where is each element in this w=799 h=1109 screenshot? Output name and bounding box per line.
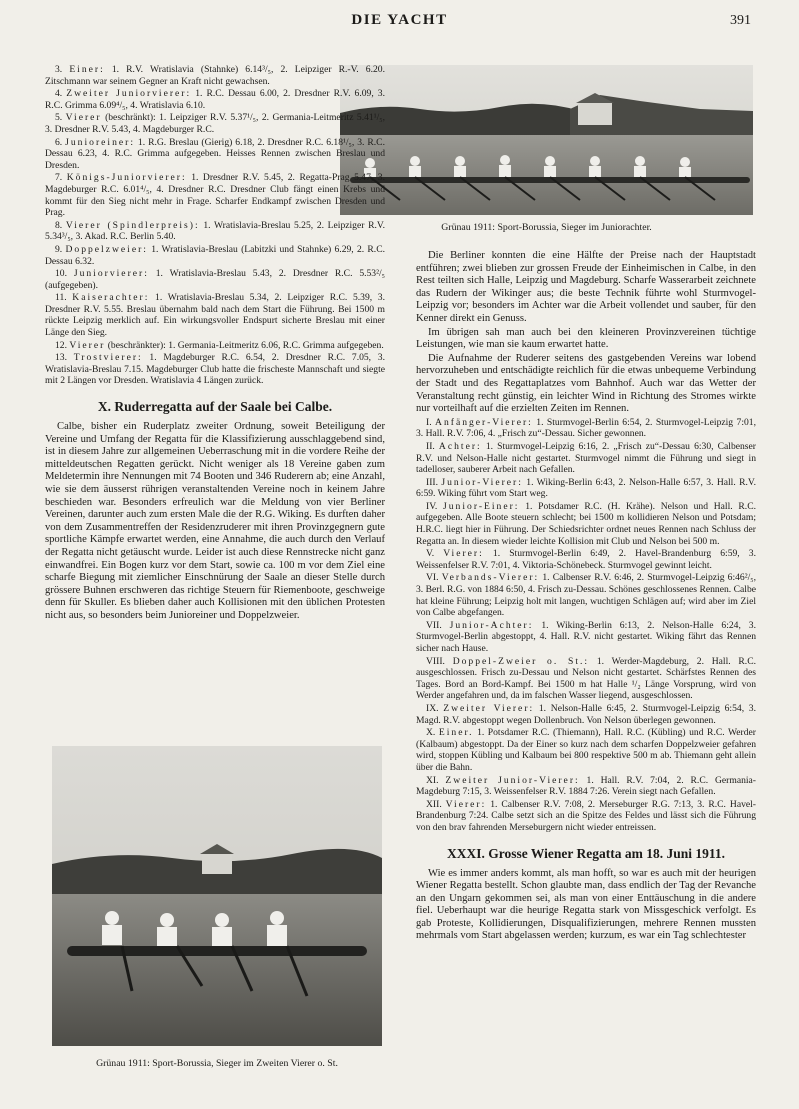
section-title-wiener-regatta: XXXI. Grosse Wiener Regatta am 18. Juni 1911. <box>446 845 725 861</box>
photo-juniorachter <box>340 65 753 215</box>
result-item: 12. Vierer (beschränkter): 1. Germania-Leitmeritz 6.06, R.C. Grimma aufgegeben. <box>55 339 384 351</box>
article-paragraph: Die Berliner konnten die eine Hälfte der Preise nach der Hauptstadt entführen; zwei blieben zur grossen Freude der Einheimischen in Calbe, in den Rest teilten sich Halle, Leipzig und Magdeburg. Scharfe Wasserarbeit zeichnete das Rudern der Wikinger aus; die beste Technik führte wohl Sturmvogel-Leipzig vor; besonders im Achter war die Arbeit vollendet und sauber, für den Kenner direkt ein Genuss. <box>416 250 756 324</box>
left-column <box>45 64 385 624</box>
page-number: 391 <box>730 13 751 28</box>
result-item: XI. Zweiter Junior-Vierer: 1. Hall. R.V. 7:04, 2. R.C. Germania-Magdeburg 7:15, 3. Weissenfelser R.V. 1884 7:26. Verein siegt nach Gefallen. <box>416 774 756 798</box>
right-column <box>416 250 756 944</box>
result-item: 6. Junioreiner: 1. R.G. Breslau (Gierig) 6.18, 2. Dresdner R.C. 6.18¹/₅, 3. R.C. Dessau 6.23, 4. R.C. Grimma aufgegeben. Heisses Rennen zwischen Breslau und Dresden. <box>45 136 385 171</box>
page-header-title: DIE YACHT <box>351 12 448 28</box>
article-paragraph: Im übrigen sah man auch bei den kleineren Provinzvereinen tüchtige Leistungen, wie man sie kaum erwartet hatte. <box>416 326 756 351</box>
result-item: I. Anfänger-Vierer: 1. Sturmvogel-Berlin 6:54, 2. Sturmvogel-Leipzig 7:01, 3. Hall. R.V. 7:06, 4. „Frisch zu“-Dessau. Sicher gewonnen. <box>416 416 756 440</box>
result-item: III. Junior-Vierer: 1. Wiking-Berlin 6:43, 2. Nelson-Halle 6:57, 3. Hall. R.V. 6:59. Wiking führt vom Start weg. <box>416 476 756 500</box>
photo-zweiter-vierer <box>52 746 382 1046</box>
section-body-wiener-regatta <box>416 868 756 944</box>
result-item: XII. Vierer: 1. Calbenser R.V. 7:08, 2. Merseburger R.G. 7:13, 3. R.C. Havel-Brandenburg 7:24. Calbe setzt sich an die Spitze des Feldes und lässt sich die Führung von den brav fahrenden Merseburgern nicht wieder entreissen. <box>416 798 756 833</box>
results-list-right <box>416 417 756 834</box>
result-item: 5. Vierer (beschränkt): 1. Leipziger R.V. 5.37¹/₅, 2. Germania-Leitmeritz 5.41¹/₅, 3. Dresdner R.V. 5.43, 4. Magdeburger R.C. <box>45 112 386 135</box>
result-item: X. Einer. 1. Potsdamer R.C. (Thiemann), Hall. R.C. (Kübling) und R.C. Werder (Kalbaum) abgestoppt. Da der Einer so kurz nach dem scharfen Doppelzweier gefahren wird, stoppen Kübling und Kalbaum bei 800 respektive 500 m ab. Thiemann geht allein über die Bahn. <box>416 727 757 773</box>
result-item: VI. Verbands-Vierer: 1. Calbenser R.V. 6:46, 2. Sturmvogel-Leipzig 6:46²/₅, 3. Berl. R.G. von 1884 6:50, 4. Frisch zu-Dessau. Schönes geschlossenes Rennen. Calbe hat kleine Führung; Leipzig holt mit langen, wuchtigen Schlägen auf; wird aber im Ziel von Calbe abgefangen. <box>416 572 756 619</box>
result-item: 3. Einer: 1. R.V. Wratislavia (Stahnke) 6.14³/₅, 2. Leipziger R.-V. 6.20. Zitschmann war seinem Gegner an Kraft nicht gewachsen. <box>45 64 385 87</box>
result-item: 11. Kaiserachter: 1. Wratislavia-Breslau 5.34, 2. Leipziger R.C. 5.39, 3. Dresdner R.V. 5.55. Breslau übernahm bald nach dem Start die Führung. Bei 1500 m rückte Leipzig merklich auf. Ein wirkungsvoller Endspurt sicherte Breslau mit einer Länge den Sieg. <box>45 292 385 339</box>
section-title-calbe: X. Ruderregatta auf der Saale bei Calbe. <box>97 399 333 415</box>
article-paragraph: Wie es immer anders kommt, als man hofft, so war es auch mit der heurigen Wiener Regatta bestellt. Schon glaubte man, dass endlich der Tag der Revanche an den Ungarn gekommen sei, als man von einer Enttäuschung in die andere fiel. Ueberhaupt war die heurige Regatta stark von Missgeschick verfolgt. Es gab Proteste, Kollidierungen, Disqualifizierungen, mehrere Rennen mussten mehrmals vom Start abgelassen werden; kurzum, es war ein Tag schlechtester <box>416 867 756 942</box>
section-body-calbe <box>45 421 385 623</box>
article-paragraph: Calbe, bisher ein Ruderplatz zweiter Ordnung, soweit Beteiligung der Vereine und Umfang der Regatta für die Klassifizierung ausschlaggebend sind, ist in diesem Jahre zur allgemeinen Ueberraschung mit in die vordere Reihe der mitteldeutschen Regatten gerückt. Nicht weniger als 18 Vereine gaben zum Meldetermin ihre Nennungen mit 74 Booten und 346 Ruderern ab; eine Anzahl, wie sie dem äusserst rührigen veranstaltenden Vereine noch in keinem Jahre beschieden war. Besonders erfreulich war die Meldung von vier Berliner Vereinen, darunter auch zum ersten Male die der R.G. Wiking. Es durften daher von dem Zusammentreffen der Residenzruderer mit ihren Provinzgegnern gute sportliche Kämpfe erwartet werden, eine Annahme, die auch durch den Verlauf der Regatta nicht getäuscht wurde. Leider ist auch diese Rennstrecke nicht ganz einwandfrei. Ein Bogen kurz vor dem Start, sowie ca. 100 m vor dem Ziel eine scharfe Biegung mit ziemlicher Einschnürung der Saale an dieser Stelle durch grössere Buhnen erschweren das richtige Steuern für Riemenboote, geschweige denn für Skuller. Es blieben daher auch Kollisionen mit den üblichen Protesten nicht aus, so besonders beim Junioreiner und Doppelzweier. <box>45 421 385 621</box>
article-paragraph: Die Aufnahme der Ruderer seitens des gastgebenden Vereins war lobend hervorzuheben und entschädigte reichlich für die etwas unbequeme Verbindung der Stadt und des Regattaplatzes vom Bahnhof. Auch war das Wetter der Veranstaltung recht günstig, ein leichter Wind in Richtung des Stromes wirkte nur vorteilhaft auf die erzielten Zeiten im Rennen. <box>416 352 756 415</box>
result-item: VIII. Doppel-Zweier o. St.: 1. Werder-Magdeburg, 2. Hall. R.C. ausgeschlossen. Frisch zu-Dessau und Nelson nicht gestartet. Schärfstes Rennen des Tages. Bord an Bord-Kampf. Bei 1500 m hat Halle ¹/₂ Länge Vorsprung, wird von Werder angefahren und, da im falschen Wasser liegend, ausgeschlossen. <box>416 655 756 702</box>
result-item: VII. Junior-Achter: 1. Wiking-Berlin 6:13, 2. Nelson-Halle 6:24, 3. Sturmvogel-Berlin abgestoppt, 4. Hall. R.V. nicht gestartet. Wiking fährt das Rennen sicher nach Hause. <box>416 619 756 654</box>
calbe-report <box>416 250 756 416</box>
photo-caption-bottom: Grünau 1911: Sport-Borussia, Sieger im Zweiten Vierer o. St. <box>96 1058 338 1069</box>
result-item: 10. Juniorvierer: 1. Wratislavia-Breslau 5.43, 2. Dresdner R.C. 5.53²/₅ (aufgegeben). <box>45 268 385 291</box>
result-item: IV. Junior-Einer: 1. Potsdamer R.C. (H. Krähe). Nelson und Hall. R.C. aufgegeben. Alle Boote steuern schlecht; bei 1500 m kollidieren Nelson und Potsdam; H.R.C. liegt hier in Führung. Der Schiedsrichter ordnet neues Rennen nach Schluss der Regatta an. In diesem wieder leichte Kollision mit Club und Nelson bei 500 m. <box>416 500 756 547</box>
result-item: IX. Zweiter Vierer: 1. Nelson-Halle 6:45, 2. Sturmvogel-Leipzig 6:54, 3. Magd. R.V. abgestoppt wegen Dollenbruch. Von Nelson überlegen gewonnen. <box>416 702 756 726</box>
result-item: 8. Vierer (Spindlerpreis): 1. Wratislavia-Breslau 5.25, 2. Leipziger R.V. 5.34³/₅, 3. Akad. R.C. Berlin 5.40. <box>45 219 385 243</box>
result-item: 7. Königs-Juniorvierer: 1. Dresdner R.V. 5.45, 2. Regatta-Prag 5.47, 3. Magdeburger R.C. 6.01⁴/₅, 4. Dresdner R.C. Dresdner Club fängt einen Krebs und kommt für den Sieg nicht mehr in Frage. Scharfer Endkampf zwischen Dresden und Prag. <box>45 172 385 219</box>
result-item: II. Achter: 1. Sturmvogel-Leipzig 6:16, 2. „Frisch zu“-Dessau 6:30, Calbenser R.V. und Nelson-Halle nicht gestartet. Sturmvogel nimmt die Führung und siegt in tadelloser, sauberer Arbeit nach Gefallen. <box>416 440 756 476</box>
results-list-left <box>45 64 385 387</box>
result-item: 13. Trostvierer: 1. Magdeburger R.C. 6.54, 2. Dresdner R.C. 7.05, 3. Wratislavia-Breslau 7.15. Magdeburger Club hatte die frischeste Mannschaft und siegte mit 2 Längen vor Dresden. Wratislavia 4 Längen zurück. <box>45 352 386 387</box>
result-item: 4. Zweiter Juniorvierer: 1. R.C. Dessau 6.00, 2. Dresdner R.V. 6.09, 3. R.C. Grimma 6.09⁴/₅, 4. Wratislavia 6.10. <box>45 88 385 111</box>
photo-caption-top: Grünau 1911: Sport-Borussia, Sieger im Juniorachter. <box>441 222 652 233</box>
result-item: 9. Doppelzweier: 1. Wratislavia-Breslau (Labitzki und Stahnke) 6.29, 2. R.C. Dessau 6.32. <box>45 243 385 267</box>
result-item: V. Vierer: 1. Sturmvogel-Berlin 6:49, 2. Havel-Brandenburg 6:59, 3. Weissenfelser R.V. 7:01, 4. Viktoria-Schönebeck. Sturmvogel gewinnt leicht. <box>416 548 756 571</box>
